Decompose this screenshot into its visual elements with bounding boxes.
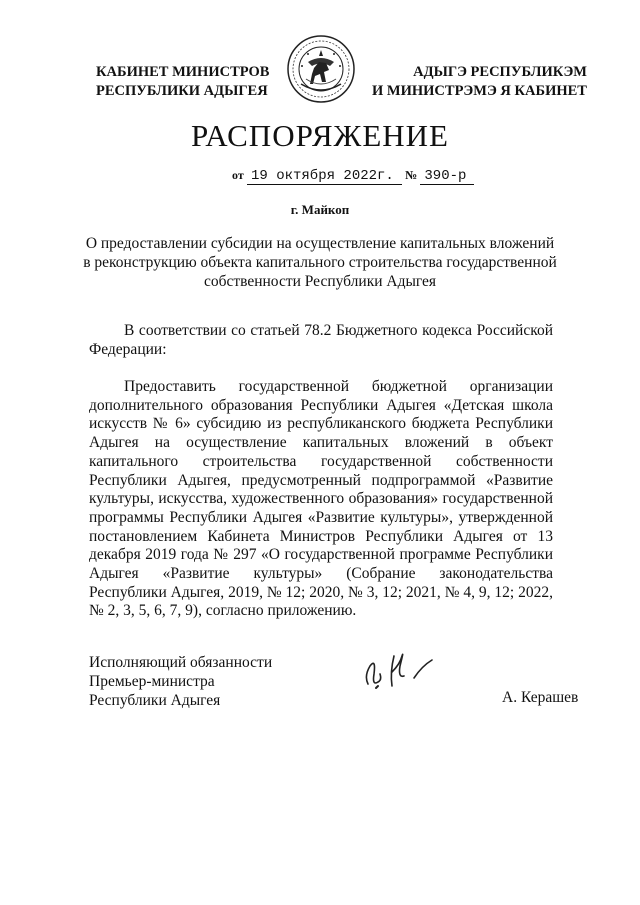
subject-line-3: собственности Республики Адыгея bbox=[203, 273, 437, 290]
subject-line-2: в реконструкцию объекта капитального строительства государственной bbox=[83, 254, 557, 271]
issuer-name-adyghe bbox=[372, 63, 587, 101]
issuer-name-russian bbox=[96, 63, 269, 101]
document-date: 19 октября 2022г. bbox=[247, 168, 402, 185]
date-label: от bbox=[232, 168, 244, 182]
signer-name: А. Керашев bbox=[502, 689, 579, 706]
number-label: № bbox=[405, 168, 418, 182]
document-number: 390-р bbox=[420, 168, 474, 185]
signer-position-line-3: Республики Адыгея bbox=[89, 692, 221, 709]
issuer-line-1: КАБИНЕТ МИНИСТРОВ bbox=[96, 64, 270, 80]
coat-of-arms-icon bbox=[284, 32, 358, 106]
signer-position bbox=[89, 653, 272, 710]
document-title: РАСПОРЯЖЕНИЕ bbox=[191, 118, 449, 153]
preamble-paragraph: В соответствии со статьей 78.2 Бюджетного кодекса Российской Федерации: bbox=[89, 322, 553, 358]
issuer-line-2: РЕСПУБЛИКИ АДЫГЕЯ bbox=[96, 83, 268, 99]
issuer-line-2-adyghe: И МИНИСТРЭМЭ Я КАБИНЕТ bbox=[372, 83, 587, 99]
document-dateline bbox=[232, 167, 474, 184]
document-city: г. Майкоп bbox=[290, 202, 350, 217]
signer-position-line-2: Премьер-министра bbox=[89, 673, 215, 690]
document-subject bbox=[0, 234, 640, 291]
order-paragraph: Предоставить государственной бюджетной организации дополнительного образования Республики Адыгея «Детская школа искусств № 6» субсидию из республиканского бюджета Республики Адыгея на осуществление капитальных вложений в объект капитального строительства государственной собственности Республики Адыгея, предусмотренный подпрограммой «Развитие культуры, искусства, художественного образования» государственной программы Республики Адыгея «Развитие культуры», утвержденной постановлением Кабинета Министров Республики Адыгея от 13 декабря 2019 года № 297 «О государственной программе Республики Адыгея «Развитие культуры» (Собрание законодательства Республики Адыгея, 2019, № 12; 2020, № 3, 12; 2021, № 4, 9, 12; 2022, № 2, 3, 5, 6, 7, 9), согласно приложению. bbox=[89, 378, 553, 620]
handwritten-signature bbox=[356, 636, 446, 696]
issuer-line-1-adyghe: АДЫГЭ РЕСПУБЛИКЭМ bbox=[413, 64, 587, 80]
signer-position-line-1: Исполняющий обязанности bbox=[89, 654, 273, 671]
subject-line-1: О предоставлении субсидии на осуществление капитальных вложений bbox=[85, 235, 555, 252]
